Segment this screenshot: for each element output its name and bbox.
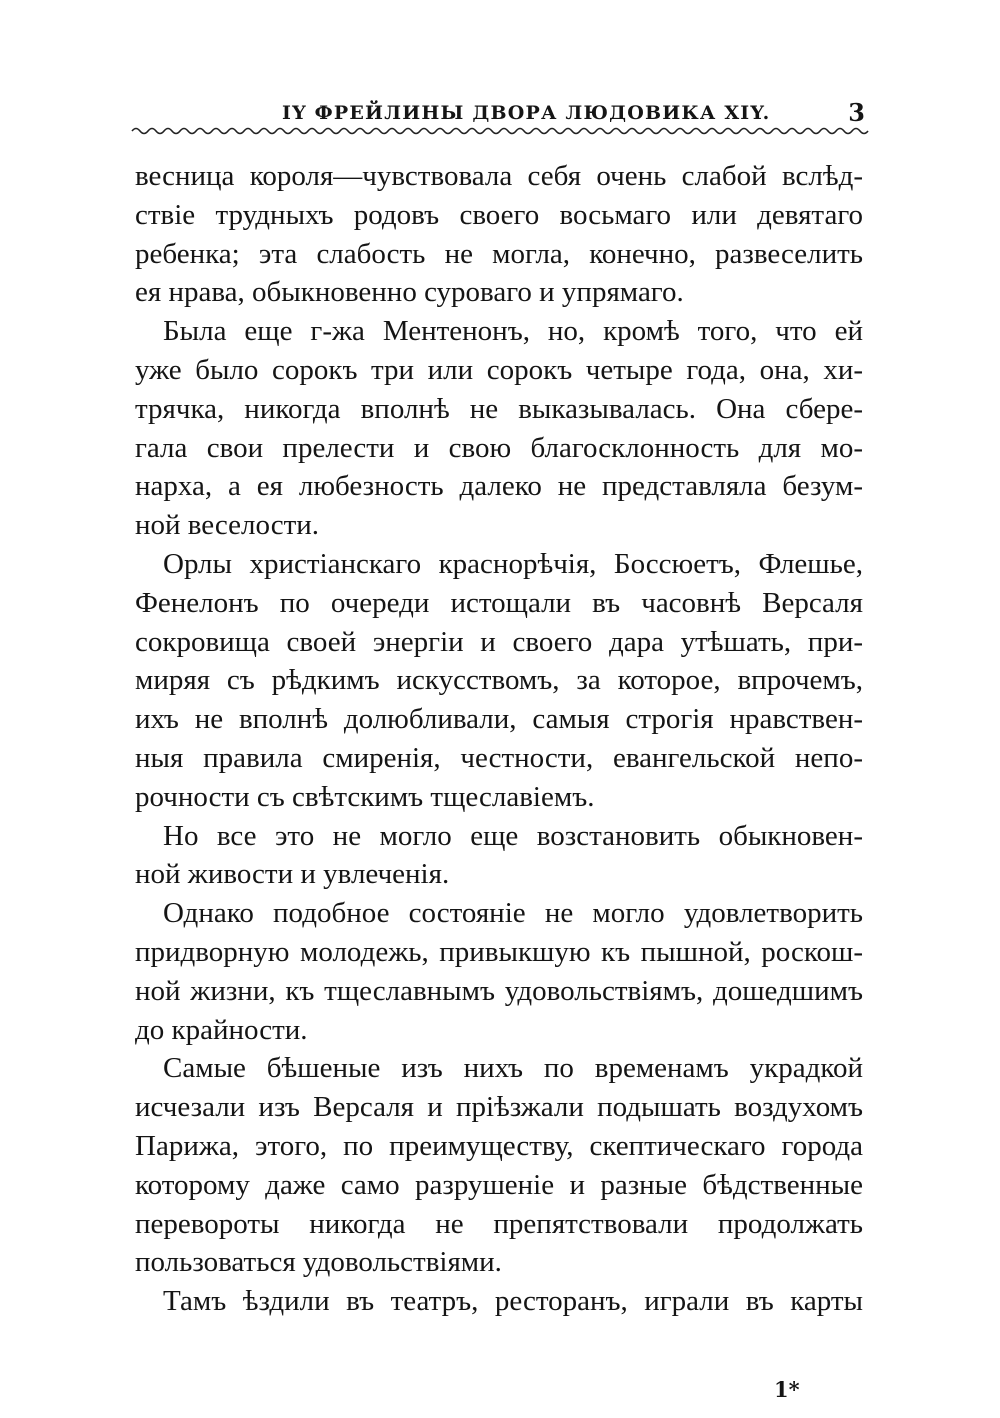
- wavy-rule: [0, 124, 870, 138]
- text-line: Но все это не могло еще возстановить обыкновен-: [163, 819, 863, 852]
- text-line: Однако подобное состояніе не могло удовлетворить: [163, 897, 863, 930]
- paragraph-2: [135, 312, 863, 545]
- text-line: Была еще г-жа Ментенонъ, но, кромѣ того, что ей: [163, 315, 863, 348]
- text-line: Орлы христіанскаго краснорѣчія, Боссюетъ, Флешье,: [163, 547, 863, 580]
- text-line: трячка, никогда вполнѣ не выказывалась. Она сбере-: [135, 392, 863, 425]
- text-line: ной веселости.: [135, 509, 320, 542]
- text-line: ихъ не вполнѣ долюбливали, самыя строгія нравствен-: [135, 703, 863, 736]
- text-line: Самые бѣшеные изъ нихъ по временамъ украдкой: [163, 1052, 863, 1085]
- text-line: ея нрава, обыкновенно суроваго и упрямаго.: [135, 276, 684, 309]
- text-line: перевороты никогда не препятствовали продолжать: [135, 1207, 863, 1240]
- text-line: сокровища своей энергіи и своего дара утѣшать, при-: [135, 625, 863, 658]
- text-line: весница короля—чувствовала себя очень слабой вслѣд-: [135, 160, 863, 192]
- text-line: ребенка; эта слабость не могла, конечно, развеселить: [135, 237, 863, 270]
- text-line: ныя правила смиренія, честности, евангельской непо-: [135, 741, 863, 774]
- text-line: нарха, а ея любезность далеко не представляла безум-: [135, 470, 863, 503]
- paragraph-5: [135, 894, 863, 1049]
- paragraph-6: [135, 1049, 863, 1282]
- text-line: ствіе трудныхъ родовъ своего восьмаго или девятаго: [135, 198, 863, 231]
- text-line: исчезали изъ Версаля и пріѣзжали подышать воздухомъ: [135, 1091, 863, 1124]
- text-line: миряя съ рѣдкимъ искусствомъ, за которое, впрочемъ,: [135, 664, 863, 697]
- paragraph-4: [135, 817, 863, 895]
- paragraph-7: [135, 1282, 863, 1321]
- text-line: Фенелонъ по очереди истощали въ часовнѣ Версаля: [135, 586, 863, 619]
- text-line: гала свои прелести и свою благосклонность для мо-: [135, 431, 863, 464]
- text-line: уже было сорокъ три или сорокъ четыре года, она, хи-: [135, 353, 863, 386]
- text-line: Тамъ ѣздили въ театръ, ресторанъ, играли въ карты: [163, 1285, 863, 1318]
- text-line: придворную молодежь, привыкшую къ пышной, роскош-: [135, 935, 863, 968]
- page-number: 3: [848, 98, 865, 127]
- paragraph-3: [135, 545, 863, 817]
- body-text: [135, 157, 863, 1321]
- running-head: IY ФРЕЙЛИНЫ ДВОРА ЛЮДОВИКА XIY.: [282, 102, 771, 124]
- text-line: до крайности.: [135, 1013, 308, 1046]
- text-line: Парижа, этого, по преимуществу, скептическаго города: [135, 1129, 863, 1162]
- text-line: ной живости и увлеченія.: [135, 858, 450, 891]
- text-line: рочности съ свѣтскимъ тщеславіемъ.: [135, 780, 595, 813]
- text-line: пользоваться удовольствіями.: [135, 1246, 502, 1279]
- text-line: ной жизни, къ тщеславнымъ удовольствіямъ, дошедшимъ: [135, 974, 863, 1007]
- paragraph-1: [135, 157, 863, 312]
- signature-mark: 1*: [774, 1377, 800, 1402]
- text-line: которому даже само разрушеніе и разные бѣдственные: [135, 1168, 863, 1201]
